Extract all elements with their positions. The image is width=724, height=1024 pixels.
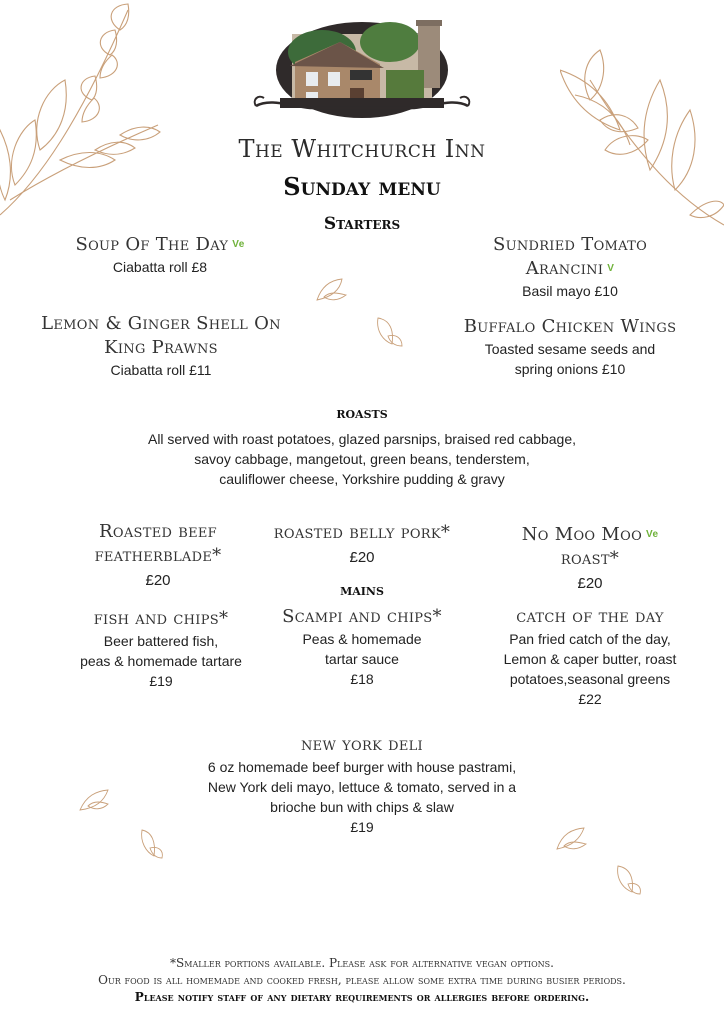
main-scampi-title: Scampi and chips*	[282, 606, 442, 627]
roasts-heading: roasts	[336, 403, 388, 422]
roast-vegan-price: £20	[577, 575, 603, 592]
starters-heading: Starters	[323, 214, 401, 234]
footer-notes	[0, 955, 724, 1006]
starter-soup	[60, 233, 260, 277]
roasts-intro	[0, 429, 724, 489]
main-scampi-desc-1: Peas & homemade	[302, 631, 422, 647]
main-scampi-desc-2: tartar sauce	[325, 651, 399, 667]
starter-prawns-desc: Ciabatta roll £11	[110, 362, 212, 378]
butterfly-icon	[612, 862, 644, 898]
starter-wings	[446, 315, 694, 379]
roast-pork-price: £20	[349, 549, 375, 566]
starter-soup-name: Soup Of The Day	[75, 234, 229, 255]
botanical-branch-right-icon	[560, 20, 724, 235]
starter-soup-title	[60, 233, 260, 257]
main-catch-desc-1: Pan fried catch of the day,	[509, 631, 671, 647]
inn-logo-illustration	[250, 14, 474, 126]
vegetarian-badge: V	[607, 263, 615, 274]
roast-beef-title-2: featherblade*	[94, 545, 222, 566]
main-deli-desc-2: New York deli mayo, lettuce & tomato, served in a	[207, 779, 517, 795]
main-scampi	[262, 605, 462, 689]
starter-arancini-name: Arancini	[525, 258, 604, 279]
starter-prawns-title-1: Lemon & Ginger Shell On	[41, 313, 281, 334]
main-scampi-price: £18	[350, 671, 374, 687]
roasts-intro-line-1: All served with roast potatoes, glazed parsnips, braised red cabbage,	[147, 431, 577, 447]
main-deli-title: new york deli	[301, 734, 423, 755]
starter-prawns	[30, 312, 292, 380]
starter-arancini-desc: Basil mayo £10	[522, 283, 618, 299]
starter-soup-desc: Ciabatta roll £8	[112, 259, 208, 275]
main-new-york-deli	[0, 733, 724, 837]
starter-arancini-title-2	[450, 257, 690, 281]
main-deli-price: £19	[350, 819, 374, 835]
restaurant-name: The Whitchurch Inn	[238, 135, 486, 163]
roast-pork	[262, 521, 462, 569]
main-catch-desc-2: Lemon & caper butter, roast	[503, 651, 677, 667]
main-catch	[480, 605, 700, 709]
butterfly-icon	[372, 314, 406, 350]
main-catch-desc-3: potatoes,seasonal greens	[509, 671, 671, 687]
starter-wings-title: Buffalo Chicken Wings	[463, 316, 677, 337]
roasts-intro-line-2: savoy cabbage, mangetout, green beans, tenderstem,	[194, 451, 530, 467]
mains-heading: mains	[340, 580, 384, 599]
butterfly-icon	[312, 275, 352, 305]
main-deli-desc-1: 6 oz homemade beef burger with house pastrami,	[207, 759, 517, 775]
roast-vegan-title-2: roast*	[560, 548, 620, 569]
vegan-badge: Ve	[646, 529, 659, 540]
roast-vegan-name: No Moo Moo	[521, 524, 643, 545]
roast-vegan-title-1	[500, 523, 680, 547]
roast-beef	[70, 520, 246, 592]
footer-line-portions: *Smaller portions available. Please ask for alternative vegan options.	[170, 956, 554, 970]
roast-beef-price: £20	[145, 572, 171, 589]
main-fish-price: £19	[149, 673, 173, 689]
main-catch-title: catch of the day	[516, 606, 664, 627]
roast-no-moo-moo	[500, 523, 680, 595]
starter-arancini	[450, 233, 690, 301]
main-fish-title: fish and chips*	[93, 608, 229, 629]
starter-arancini-title-1: Sundried Tomato	[492, 234, 648, 255]
main-deli-desc-3: brioche bun with chips & slaw	[270, 799, 454, 815]
footer-line-homemade: Our food is all homemade and cooked fresh, please allow some extra time during busier periods.	[98, 973, 626, 987]
main-fish-desc-1: Beer battered fish,	[103, 633, 219, 649]
starter-prawns-title-2: King Prawns	[104, 337, 218, 358]
roast-pork-title: roasted belly pork*	[273, 522, 451, 543]
starter-wings-desc-2: spring onions £10	[514, 361, 626, 377]
main-fish-chips	[56, 607, 266, 691]
footer-line-allergies: Please notify staff of any dietary requirements or allergies before ordering.	[134, 990, 590, 1004]
roast-beef-title-1: Roasted beef	[99, 521, 217, 542]
starter-wings-desc-1: Toasted sesame seeds and	[484, 341, 656, 357]
menu-title: Sunday menu	[283, 172, 441, 201]
roasts-intro-line-3: cauliflower cheese, Yorkshire pudding & gravy	[219, 471, 505, 487]
main-fish-desc-2: peas & homemade tartare	[80, 653, 242, 669]
vegan-badge: Ve	[232, 239, 245, 250]
main-catch-price: £22	[578, 691, 602, 707]
